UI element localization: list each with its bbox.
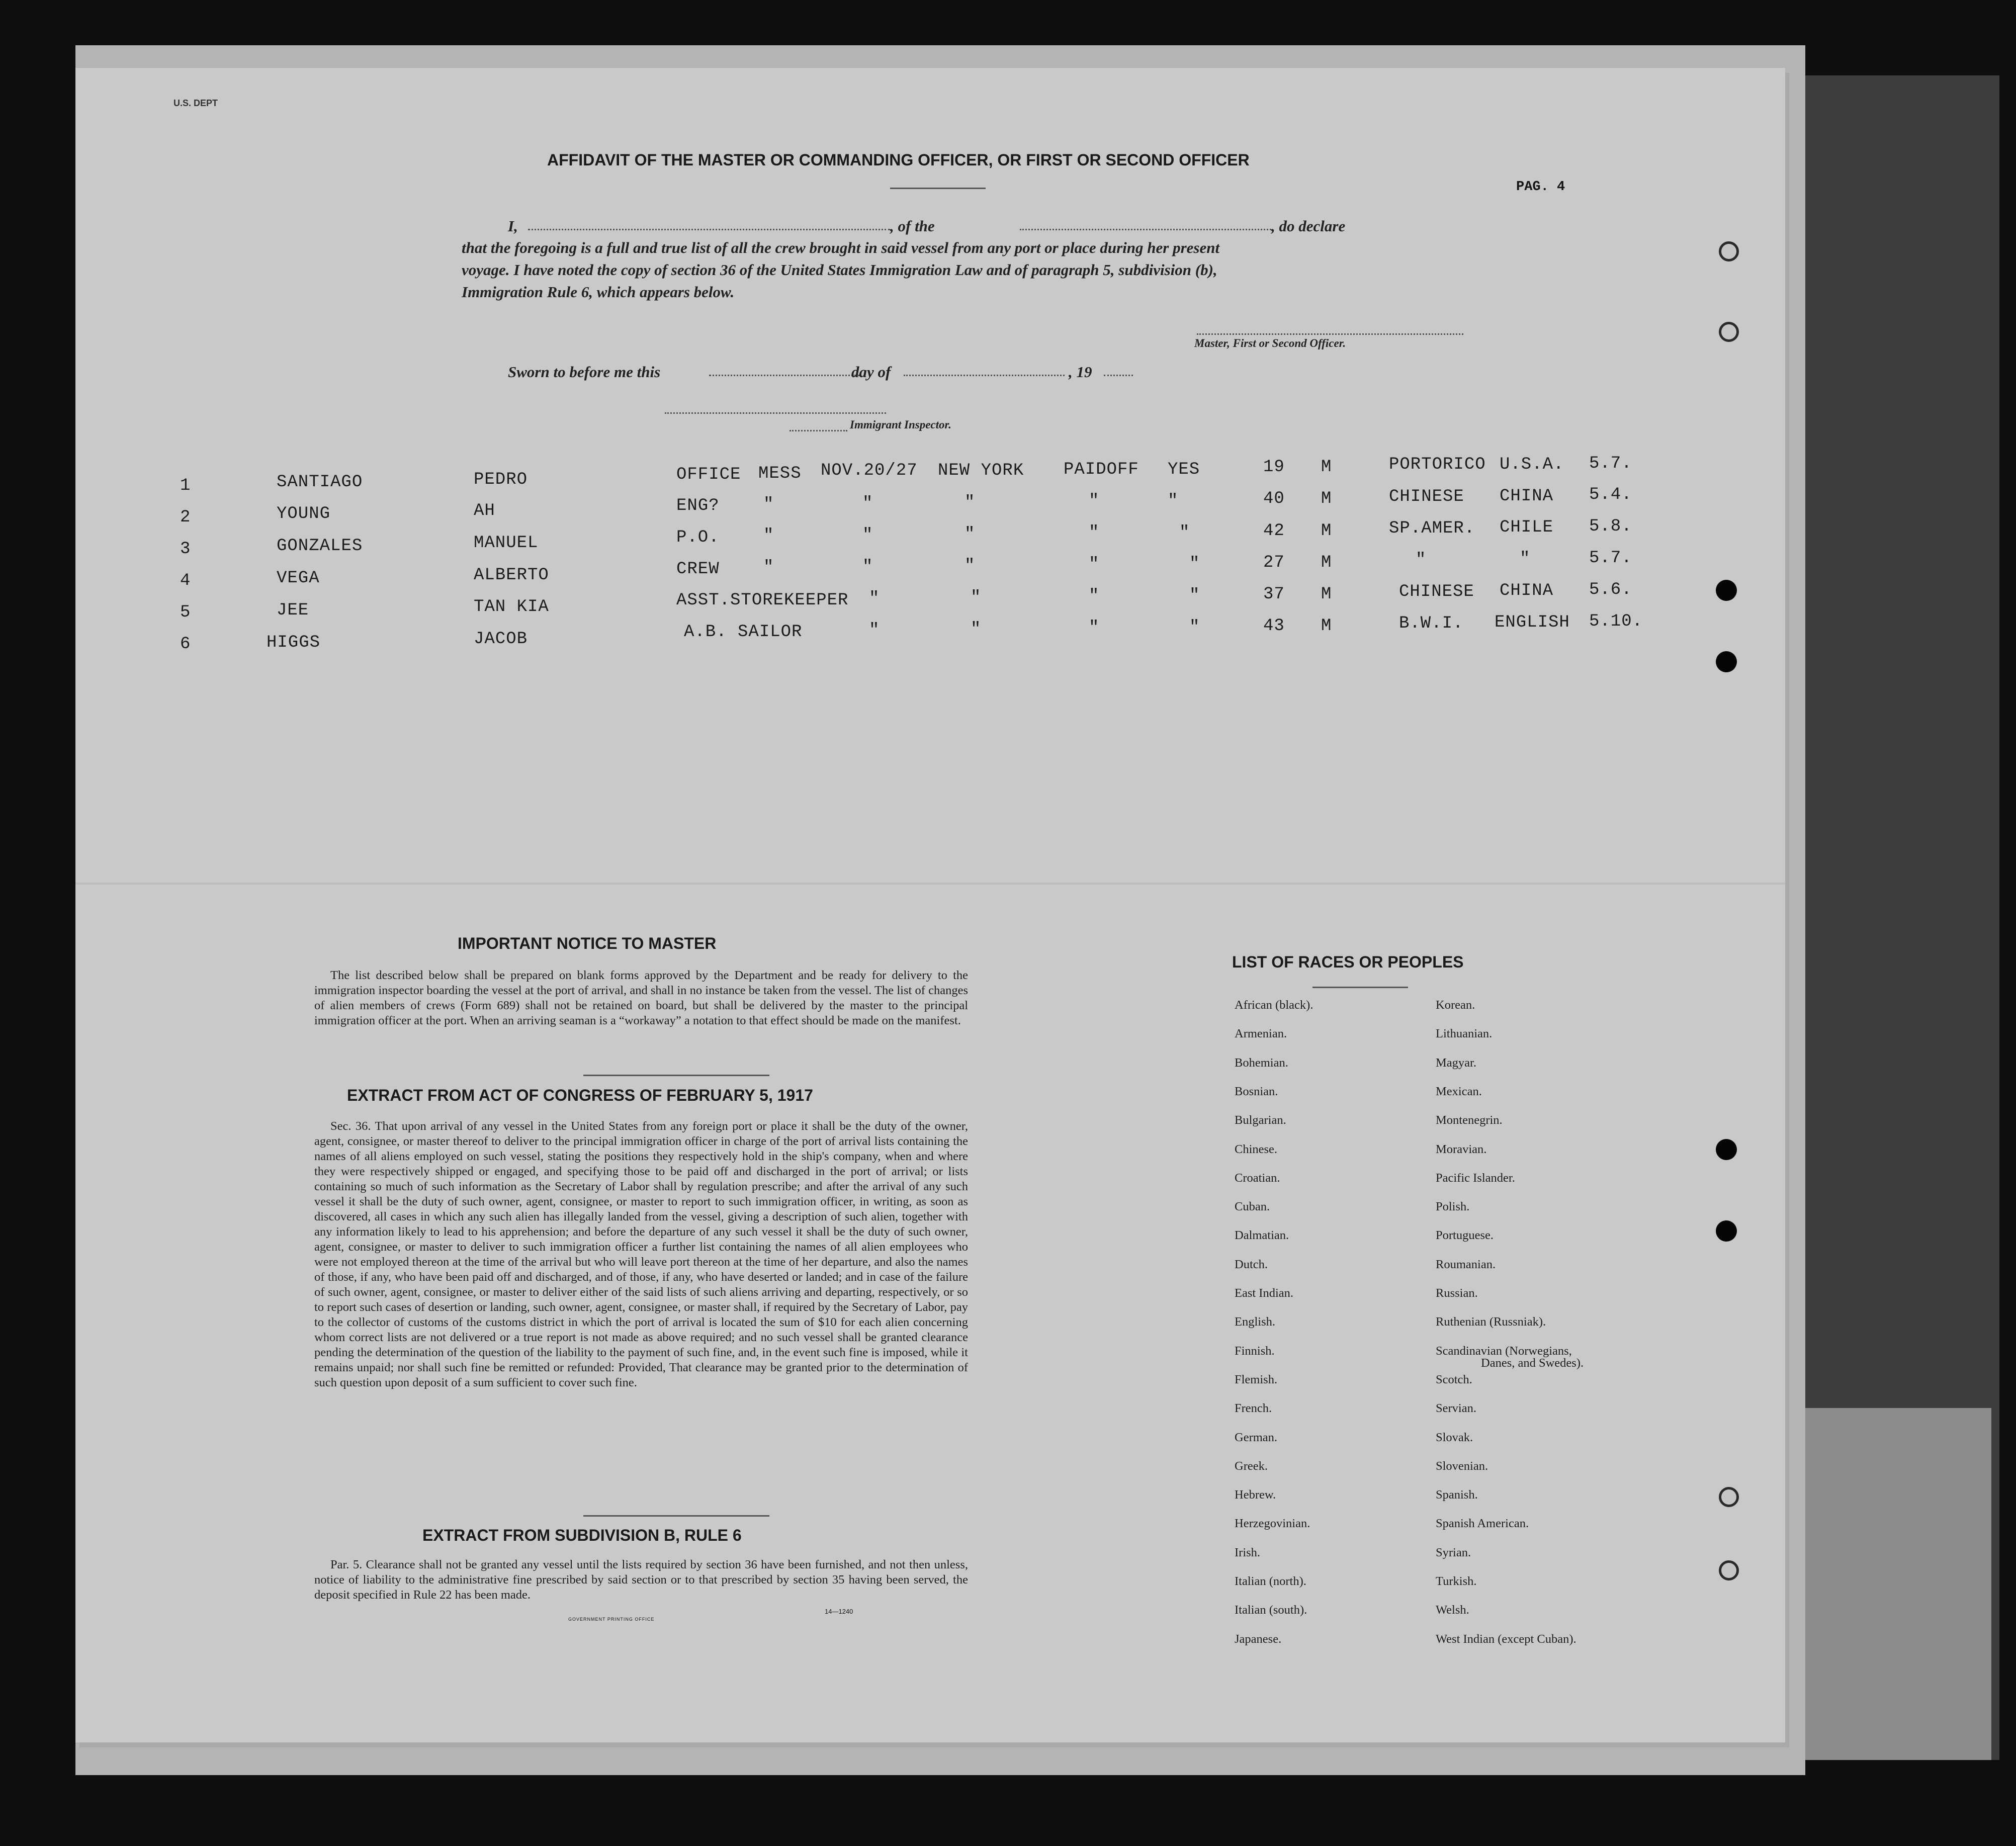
- crew-status: ": [1089, 492, 1100, 511]
- master-label: Master, First or Second Officer.: [1194, 337, 1346, 349]
- race-entry: Italian (north).: [1235, 1574, 1306, 1588]
- crew-port-engaged: ": [971, 588, 982, 607]
- page-label: PAG. 4: [1516, 180, 1565, 195]
- race-entry: Turkish.: [1436, 1574, 1477, 1588]
- notice-body: The list described below shall be prepared on blank forms approved by the Department and be ready for delivery to the immigration inspector boarding the vessel at the port of arrival, and shall in no instance be taken from the vessel. The list of changes of alien members of crews (Form 689) shall not be retained on board, but shall be delivered by the master to the principal immigration officer at the port. When an arriving seaman is a “workaway” a notation to that effect should be made on the manifest.: [314, 969, 968, 1027]
- crew-surname: YOUNG: [277, 504, 331, 523]
- race-entry: Greek.: [1235, 1459, 1268, 1473]
- crew-nationality: CHILE: [1500, 518, 1554, 537]
- punch-hole: [1716, 580, 1737, 601]
- race-entry: German.: [1235, 1430, 1278, 1444]
- crew-surname: SANTIAGO: [277, 473, 363, 492]
- race-entry: Scandinavian (Norwegians,: [1436, 1344, 1572, 1358]
- crew-sex: M: [1321, 585, 1332, 604]
- crew-sex: M: [1321, 553, 1332, 572]
- race-entry: Magyar.: [1436, 1056, 1476, 1070]
- crew-height: 5.7.: [1589, 549, 1632, 568]
- affidavit-declare: , do declare: [1271, 217, 1346, 235]
- crew-race: CHINESE: [1399, 582, 1474, 601]
- crew-surname: GONZALES: [277, 537, 363, 556]
- crew-age: 37: [1263, 585, 1285, 604]
- crew-height: 5.7.: [1589, 454, 1632, 473]
- crew-position: ASST.STOREKEEPER: [676, 591, 849, 610]
- crew-department: ": [763, 495, 774, 514]
- sworn-day-line: [709, 375, 860, 376]
- crew-date-engaged: ": [869, 621, 880, 640]
- crew-status: ": [1089, 523, 1100, 543]
- race-entry: Bohemian.: [1235, 1056, 1288, 1070]
- crew-department: MESS: [758, 464, 802, 483]
- crew-port-engaged: NEW YORK: [938, 461, 1024, 480]
- crew-given-name: MANUEL: [474, 534, 539, 553]
- fold-line: [75, 883, 1785, 885]
- race-entry: Korean.: [1436, 998, 1475, 1012]
- crew-race: PORTORICO: [1389, 455, 1486, 474]
- crew-race: ": [1416, 551, 1427, 570]
- race-entry: West Indian (except Cuban).: [1436, 1632, 1576, 1646]
- race-entry: African (black).: [1235, 998, 1313, 1012]
- crew-height: 5.6.: [1589, 580, 1632, 599]
- crew-age: 43: [1263, 617, 1285, 636]
- races-title: LIST OF RACES OR PEOPLES: [1232, 953, 1464, 971]
- crew-number: 1: [180, 476, 191, 495]
- crew-given-name: AH: [474, 501, 495, 520]
- races-underline: [1312, 987, 1408, 988]
- declaration-line-2: voyage. I have noted the copy of section 36 of the United States Immigration Law and of paragraph 5, subdivision (b),: [462, 261, 1217, 279]
- crew-surname: VEGA: [277, 569, 320, 588]
- crew-department: ": [763, 558, 774, 577]
- crew-height: 5.10.: [1589, 612, 1643, 631]
- punch-hole: [1716, 1220, 1737, 1242]
- race-entry: Finnish.: [1235, 1344, 1275, 1358]
- crew-age: 19: [1263, 458, 1285, 477]
- form-number: 14—1240: [825, 1608, 853, 1615]
- manifest-page: [75, 68, 1785, 1742]
- crew-number: 6: [180, 635, 191, 654]
- race-entry: Hebrew.: [1235, 1488, 1276, 1502]
- declaration-line-1: that the foregoing is a full and true list of all the crew brought in said vessel from any port or place during her present: [462, 239, 1220, 256]
- crew-race: CHINESE: [1389, 487, 1464, 506]
- race-entry: Syrian.: [1436, 1545, 1471, 1559]
- race-entry: Moravian.: [1436, 1142, 1487, 1156]
- race-entry: Italian (south).: [1235, 1603, 1307, 1617]
- printer-mark: GOVERNMENT PRINTING OFFICE: [568, 1617, 655, 1622]
- crew-nationality: CHINA: [1500, 487, 1554, 506]
- crew-position: CREW: [676, 560, 720, 579]
- crew-number: 4: [180, 571, 191, 590]
- race-entry: East Indian.: [1235, 1286, 1294, 1300]
- punch-hole: [1719, 322, 1739, 342]
- race-entry: Flemish.: [1235, 1372, 1278, 1386]
- declaration-line-3: Immigration Rule 6, which appears below.: [462, 283, 735, 301]
- race-entry: Croatian.: [1235, 1171, 1280, 1185]
- crew-height: 5.4.: [1589, 485, 1632, 504]
- race-entry: Welsh.: [1436, 1603, 1469, 1617]
- crew-port-engaged: ": [965, 525, 976, 544]
- affidavit-i: I,: [508, 217, 518, 235]
- race-entry: Dutch.: [1235, 1257, 1268, 1271]
- race-entry: Irish.: [1235, 1545, 1261, 1559]
- crew-given-name: JACOB: [474, 630, 528, 649]
- crew-department: ": [763, 526, 774, 546]
- notice-rule: [583, 1075, 769, 1076]
- crew-race: SP.AMER.: [1389, 519, 1475, 538]
- crew-height: 5.8.: [1589, 517, 1632, 536]
- crew-age: 42: [1263, 521, 1285, 541]
- affidavit-title: AFFIDAVIT OF THE MASTER OR COMMANDING OFFICER, OR FIRST OR SECOND OFFICER: [547, 151, 1250, 169]
- crew-sex: M: [1321, 617, 1332, 636]
- act-rule: [583, 1515, 769, 1517]
- race-entry: Scotch.: [1436, 1372, 1472, 1386]
- vessel-line: [1020, 229, 1271, 230]
- crew-number: 3: [180, 540, 191, 559]
- race-entry: Armenian.: [1235, 1027, 1287, 1041]
- crew-nationality: CHINA: [1500, 581, 1554, 600]
- race-entry: English.: [1235, 1315, 1275, 1329]
- inspector-name-line: [790, 430, 847, 431]
- crew-age: 40: [1263, 489, 1285, 508]
- sworn-text: Sworn to before me this: [508, 363, 661, 381]
- race-entry: Cuban.: [1235, 1200, 1270, 1214]
- race-entry: Japanese.: [1235, 1632, 1282, 1646]
- name-line: [528, 229, 890, 230]
- crew-given-name: ALBERTO: [474, 566, 549, 585]
- punch-hole: [1719, 241, 1739, 261]
- crew-answer: ": [1189, 618, 1200, 637]
- crew-answer: YES: [1168, 460, 1200, 479]
- crew-status: ": [1089, 619, 1100, 638]
- crew-given-name: PEDRO: [474, 470, 528, 489]
- punch-hole: [1719, 1487, 1739, 1507]
- crew-surname: JEE: [277, 601, 309, 620]
- crew-position: OFFICE: [676, 465, 741, 484]
- crew-status: ": [1089, 587, 1100, 606]
- crew-nationality: ENGLISH: [1495, 613, 1570, 632]
- act-title: EXTRACT FROM ACT OF CONGRESS OF FEBRUARY 5, 1917: [347, 1086, 813, 1104]
- race-entry: Slovenian.: [1436, 1459, 1488, 1473]
- race-entry: Spanish American.: [1436, 1517, 1529, 1531]
- corner-mark: U.S. DEPT: [173, 98, 218, 108]
- affidavit-of-the: , of the: [890, 217, 935, 235]
- crew-date-engaged: ": [862, 558, 873, 577]
- crew-sex: M: [1321, 489, 1332, 508]
- crew-nationality: U.S.A.: [1500, 455, 1564, 474]
- race-entry: Polish.: [1436, 1200, 1470, 1214]
- sworn-day-of: day of: [851, 363, 891, 381]
- act-body: Sec. 36. That upon arrival of any vessel in the United States from any foreign port or place it shall be the duty of the owner, agent, consignee, or master thereof to deliver to the principal immigration officer in charge of the port of arrival lists containing the names of all aliens employed on such vessel, stating the positions they respectively hold in the ship's company, when and where they were respectively shipped or engaged, and specifying those to be paid off and discharged in the port of arrival; or lists containing so much of such information as the Secretary of Labor shall by regulation prescribe; and after the arrival of any such vessel it shall be the duty of such owner, agent, consignee, or master to report to such immigration officer, in writing, as soon as discovered, all cases in which any such alien has illegally landed from the vessel, giving a description of such alien, together with any information likely to lead to his apprehension; and before the departure of any such vessel it shall be the duty of such owner, agent, consignee, or master to deliver to such immigration officer a further list containing the names of all alien employees who were not employed thereon at the time of the arrival but who will leave port thereon at the time of her departure, and also the names of those, if any, who have been paid off and discharged, and of those, if any, who have deserted or landed; and in case of the failure of such owner, agent, consignee, or master to deliver either of the said lists of such aliens arriving and departing, respectively, or so to report such cases of desertion or landing, such owner, agent, consignee, or master shall, if required by the Secretary of Labor, pay to the collector of customs of the customs district in which the port of arrival is located the sum of $10 for each alien concerning whom correct lists are not delivered or a true report is not made as above required; and no such vessel shall be granted clearance pending the determination of the question of the liability to the payment of such fine, and, in the event such fine is imposed, while it remains unpaid; nor shall such fine be remitted or refunded: Provided, That clearance may be granted prior to the determination of such question upon deposit of a sum sufficient to cover such fine.: [314, 1119, 968, 1389]
- race-entry: Russian.: [1436, 1286, 1478, 1300]
- crew-answer: ": [1189, 555, 1200, 574]
- crew-answer: ": [1189, 586, 1200, 605]
- race-entry: Chinese.: [1235, 1142, 1278, 1156]
- race-entry: Servian.: [1436, 1401, 1476, 1416]
- crew-port-engaged: ": [965, 557, 976, 576]
- sworn-year-line: [1104, 375, 1133, 376]
- master-signature-line: [1197, 333, 1463, 335]
- race-entry: Mexican.: [1436, 1084, 1482, 1098]
- inspector-signature-line: [665, 412, 886, 414]
- crew-given-name: TAN KIA: [474, 597, 549, 617]
- race-entry: Spanish.: [1436, 1488, 1478, 1502]
- race-entry: Montenegrin.: [1436, 1113, 1503, 1127]
- race-entry: Pacific Islander.: [1436, 1171, 1515, 1185]
- race-entry: Herzegovinian.: [1235, 1517, 1310, 1531]
- crew-port-engaged: ": [971, 620, 982, 639]
- race-entry: Slovak.: [1436, 1430, 1473, 1444]
- race-entry: Bosnian.: [1235, 1084, 1278, 1098]
- crew-port-engaged: ": [965, 493, 976, 512]
- race-entry: Roumanian.: [1436, 1257, 1496, 1271]
- crew-date-engaged: NOV.20/27: [821, 461, 918, 480]
- crew-race: B.W.I.: [1399, 614, 1464, 633]
- punch-hole: [1719, 1560, 1739, 1580]
- crew-age: 27: [1263, 553, 1285, 572]
- crew-number: 5: [180, 603, 191, 622]
- rule-title: EXTRACT FROM SUBDIVISION B, RULE 6: [422, 1526, 742, 1544]
- sworn-month-line: [904, 375, 1065, 376]
- crew-position: ENG?: [676, 496, 720, 515]
- back-sheet-edge: [1800, 1408, 1991, 1760]
- race-entry: Ruthenian (Russniak).: [1436, 1315, 1546, 1329]
- crew-answer: ": [1168, 492, 1179, 511]
- race-entry: Portuguese.: [1436, 1228, 1494, 1243]
- crew-number: 2: [180, 508, 191, 527]
- crew-position: P.O.: [676, 528, 720, 547]
- crew-nationality: ": [1520, 550, 1531, 569]
- crew-date-engaged: ": [862, 526, 873, 545]
- crew-position: A.B. SAILOR: [684, 623, 803, 642]
- rule-body: Par. 5. Clearance shall not be granted any vessel until the lists required by section 36 have been furnished, and not then unless, notice of liability to the administrative fine prescribed by said section or to that prescribed by section 35 having been served, the deposit specified in Rule 22 has been made.: [314, 1558, 968, 1602]
- punch-hole: [1716, 1139, 1737, 1160]
- race-entry-continued: Danes, and Swedes).: [1481, 1356, 1584, 1370]
- crew-sex: M: [1321, 458, 1332, 477]
- crew-status: PAIDOFF: [1064, 460, 1139, 479]
- crew-date-engaged: ": [862, 494, 873, 513]
- crew-sex: M: [1321, 521, 1332, 541]
- crew-date-engaged: ": [869, 589, 880, 608]
- sworn-year: , 19: [1069, 363, 1092, 381]
- punch-hole: [1716, 651, 1737, 672]
- race-entry: Bulgarian.: [1235, 1113, 1286, 1127]
- race-entry: Dalmatian.: [1235, 1228, 1289, 1243]
- race-entry: French.: [1235, 1401, 1272, 1416]
- race-entry: Lithuanian.: [1436, 1027, 1493, 1041]
- crew-status: ": [1089, 555, 1100, 574]
- crew-answer: ": [1179, 523, 1190, 543]
- inspector-label: Immigrant Inspector.: [850, 418, 951, 431]
- notice-title: IMPORTANT NOTICE TO MASTER: [458, 934, 717, 952]
- title-underline: [890, 188, 986, 189]
- crew-surname: HIGGS: [267, 633, 321, 652]
